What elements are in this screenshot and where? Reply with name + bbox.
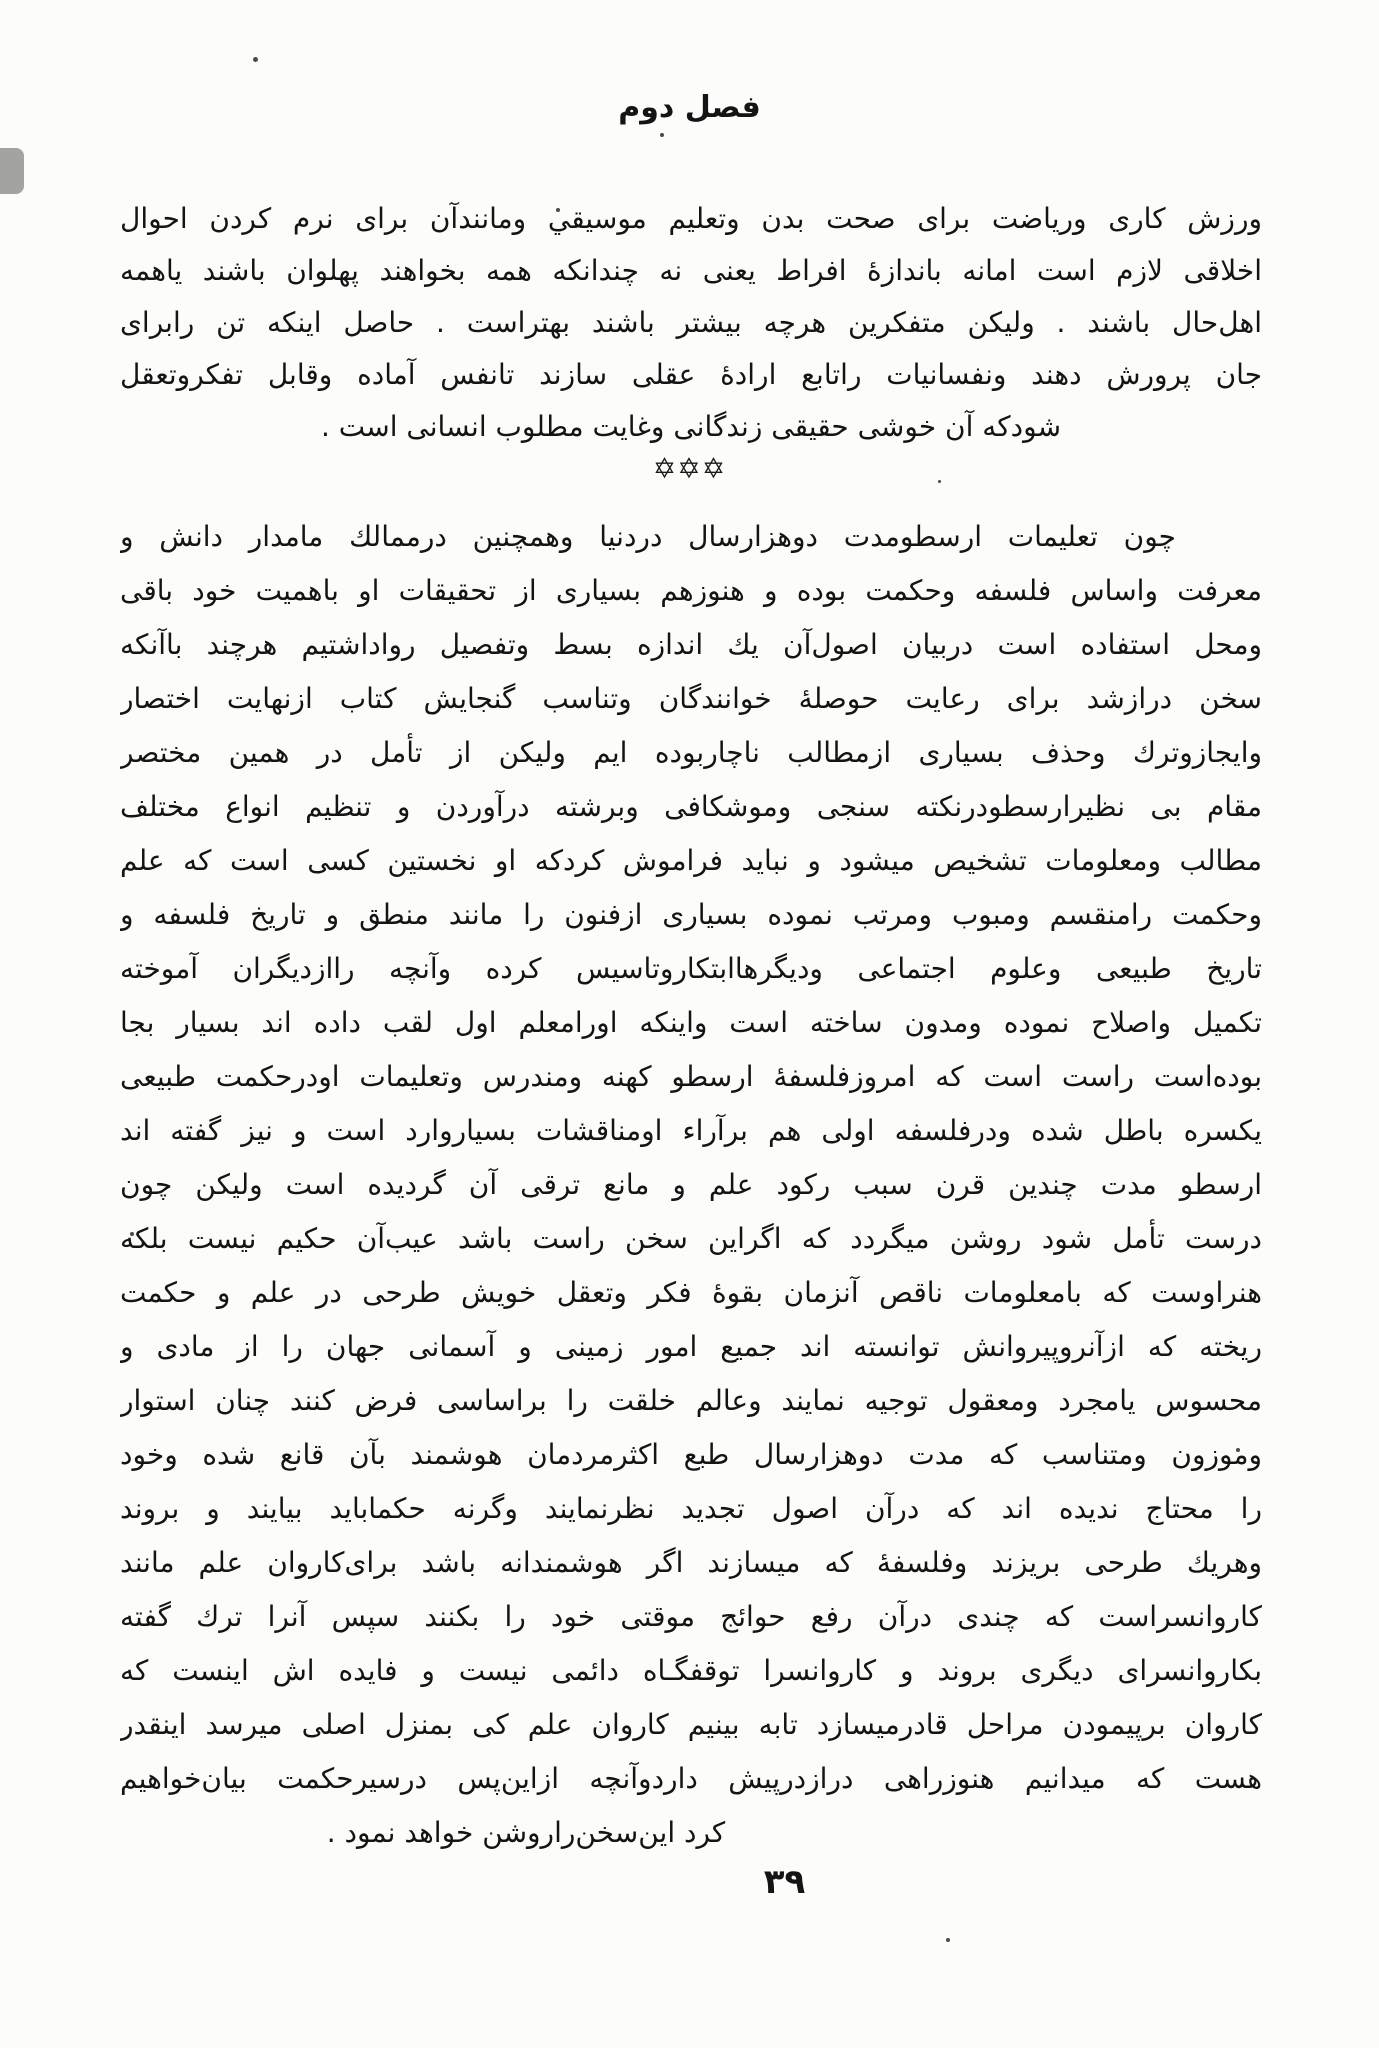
paragraph-2: [120, 510, 1262, 1860]
scan-speck: [660, 133, 664, 137]
text-line: وايجازوترك وحذف بسيارى ازمطالب ناچاربوده ايم وليكن از تأمل در همين مختصر: [120, 736, 1262, 769]
text-line: جان پرورش دهند ونفسانيات راتابع ارادهٔ عقلى سازند تانفس آماده وقابل تفكروتعقل: [120, 358, 1262, 391]
text-line: چون تعليمات ارسطومدت دوهزارسال دردنيا وهمچنين درممالك مامدار دانش و: [120, 520, 1176, 553]
text-line: بوده‌است راست است كه امروزفلسفهٔ ارسطو كهنه ومندرس وتعليمات اودرحكمت طبيعى: [120, 1060, 1262, 1093]
text-line: اهل‌حال باشند . وليكن متفكرين هرچه بيشتر باشند بهتراست . حاصل اينكه تن رابراى: [120, 306, 1262, 339]
text-line: كرد اين‌سخن‌راروشن خواهد نمود .: [326, 1816, 726, 1849]
text-line: ارسطو مدت چندين قرن سبب ركود علم و مانع ترقى آن گرديده است وليكن چون: [120, 1168, 1262, 1201]
text-line: هنراوست كه بامعلومات ناقص آنزمان بقوهٔ فكر وتعقل خويش طرحى در علم و حكمت: [120, 1276, 1262, 1309]
text-line: وموزون ومتناسب كه مدت دوهزارسال طبع اكثرمردمان هوشمند بآن قانع شده وخود: [120, 1438, 1262, 1471]
page-number: ۳۹: [763, 1862, 806, 1902]
text-line: كاروانسراست كه چندى درآن رفع حوائج موقتى خود را بكنند سپس آنرا ترك گفته: [120, 1600, 1262, 1633]
text-line: بكاروانسراى ديگرى بروند و كاروانسرا توقفگـاه دائمى نيست و فايده اش اينست كه: [120, 1654, 1262, 1687]
scan-speck: [253, 57, 258, 62]
text-line: يكسره باطل شده ودرفلسفه اولى هم برآراء اومناقشات بسياروارد است و نيز گفته اند: [120, 1114, 1262, 1147]
text-line: ورزش كارى ورياضت براى صحت بدن وتعليم موسيقي ومانندآن براى نرم كردن احوال: [120, 202, 1262, 235]
text-line: معرفت واساس فلسفه وحكمت بوده و هنوزهم بسيارى از تحقيقات او باهميت خود باقى: [120, 574, 1262, 607]
text-line: وهريك طرحى بريزند وفلسفهٔ كه ميسازند اگر هوشمندانه باشد براى‌كاروان علم مانند: [120, 1546, 1262, 1579]
text-line: هست كه ميدانيم هنوزراهى درازدرپيش داردوآنچه ازاين‌پس درسيرحكمت بيان‌خواهيم: [120, 1762, 1262, 1795]
star-separator: ✡✡✡: [652, 452, 727, 485]
scan-speck: [946, 1938, 950, 1942]
text-line: وحكمت رامنقسم ومبوب ومرتب نموده بسيارى ازفنون را مانند منطق و تاريخ فلسفه و: [120, 898, 1262, 931]
text-line: محسوس يامجرد ومعقول توجيه نمايند وعالم خلقت را براساسى فرض كنند چنان استوار: [120, 1384, 1262, 1417]
chapter-heading: فصل دوم: [618, 90, 761, 125]
text-line: كاروان برپيمودن مراحل قادرميسازد تابه بينيم كاروان علم كى بمنزل اصلى ميرسد اينقدر: [120, 1708, 1262, 1741]
text-line: را محتاج نديده اند كه درآن اصول تجديد نظرنمايند وگرنه حكمابايد بيايند و بروند: [120, 1492, 1262, 1525]
text-line: درست تأمل شود روشن ميگردد كه اگراين سخن راست باشد عيب‌آن حكيم نيست بلكه: [120, 1222, 1262, 1255]
text-line: اخلاقى لازم است امانه باندازهٔ افراط يعنى نه چندانكه همه بخواهند پهلوان باشند ياهمه: [120, 254, 1262, 287]
text-line: ريخته كه ازآنروپيروانش توانسته اند جميع امور زمينى و آسمانى جهان را از مادى و: [120, 1330, 1262, 1363]
text-line: مقام بى نظيرارسطودرنكته سنجى وموشكافى وبرشته درآوردن و تنظيم انواع مختلف: [120, 790, 1262, 823]
text-line: شودكه آن خوشى حقيقى زندگانى وغايت مطلوب انسانى است .: [320, 410, 1062, 443]
paragraph-1: [120, 193, 1262, 453]
text-line: تكميل واصلاح نموده ومدون ساخته است واينكه اورامعلم اول لقب داده اند بسيار بجا: [120, 1006, 1262, 1039]
scan-artifact: [0, 148, 24, 194]
text-line: تاريخ طبيعى وعلوم اجتماعى وديگرهاابتكاروتاسيس كرده وآنچه راازديگران آموخته: [120, 952, 1262, 985]
text-line: سخن درازشد براى رعايت حوصلهٔ خوانندگان وتناسب گنجايش كتاب ازنهايت اختصار: [120, 682, 1262, 715]
text-line: مطالب ومعلومات تشخيص ميشود و نبايد فراموش كردكه او نخستين كسى است كه علم: [120, 844, 1262, 877]
text-line: ومحل استفاده است دربيان اصول‌آن يك اندازه بسط وتفصيل رواداشتيم هرچند باآنكه: [120, 628, 1262, 661]
